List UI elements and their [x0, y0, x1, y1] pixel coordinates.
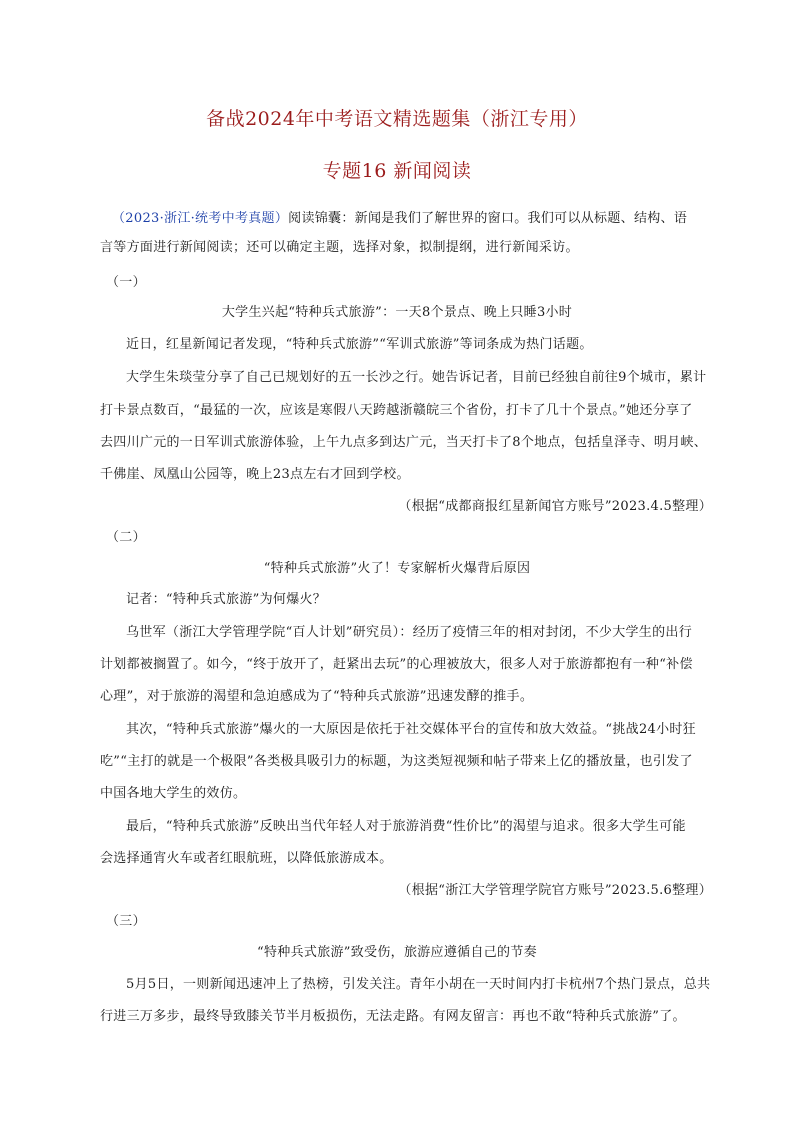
section-label-1: （一） — [106, 275, 146, 290]
citation-2: （根据“浙江大学管理学院官方账号”2023.5.6整理） — [398, 883, 712, 898]
paragraph: 打卡景点数百，“最猛的一次，应该是寒假八天跨越浙赣皖三个省份，打卡了几十个景点。”她还分享了 — [100, 403, 693, 418]
document-subtitle: 专题16 新闻阅读 — [322, 160, 472, 182]
paragraph: 心理”，对于旅游的渴望和急迫感成为了“特种兵式旅游”迅速发酵的推手。 — [100, 689, 534, 704]
paragraph: 近日，红星新闻记者发现，“特种兵式旅游”“军训式旅游”等词条成为热门话题。 — [126, 337, 593, 352]
paragraph: 最后，“特种兵式旅游”反映出当代年轻人对于旅游消费“性价比”的渴望与追求。很多大学生可能 — [126, 819, 686, 834]
paragraph: 中国各地大学生的效仿。 — [100, 786, 247, 801]
paragraph: 去四川广元的一日军训式旅游体验，上午九点多到达广元，当天打卡了8个地点，包括皇泽寺、明月峡、 — [100, 435, 708, 450]
section-label-3: （三） — [106, 914, 146, 929]
document-title: 备战2024年中考语文精选题集（浙江专用） — [206, 108, 588, 130]
paragraph: 吃”“主打的就是一个极限”各类极具吸引力的标题，为这类短视频和帖子带来上亿的播放量，也引发了 — [100, 754, 693, 769]
paragraph: 记者：“特种兵式旅游”为何爆火？ — [126, 592, 327, 607]
intro-text: 阅读锦囊：新闻是我们了解世界的窗口。我们可以从标题、结构、语 — [288, 211, 688, 226]
intro-line-2: 言等方面进行新闻阅读；还可以确定主题，选择对象，拟制提纲，进行新闻采访。 — [100, 240, 579, 255]
paragraph: 千佛崖、凤凰山公园等，晚上23点左右才回到学校。 — [100, 467, 410, 482]
paragraph: 计划都被搁置了。如今，“终于放开了，赶紧出去玩”的心理被放大，很多人对于旅游都抱有一种“补偿 — [100, 657, 693, 672]
paragraph: 5月5日，一则新闻迅速冲上了热榜，引发关注。青年小胡在一天时间内打卡杭州7个热门景点，总共 — [126, 977, 711, 992]
news-headline-3: “特种兵式旅游”致受伤，旅游应遵循自己的节奏 — [257, 945, 537, 960]
news-headline-2: “特种兵式旅游”火了！专家解析火爆背后原因 — [263, 561, 531, 576]
citation-1: （根据“成都商报红星新闻官方账号”2023.4.5整理） — [398, 499, 712, 514]
news-headline-1: 大学生兴起“特种兵式旅游”：一天8个景点、晚上只睡3小时 — [221, 305, 573, 320]
paragraph: 乌世军（浙江大学管理学院“百人计划”研究员）：经历了疫情三年的相对封闭，不少大学生的出行 — [126, 625, 692, 640]
paragraph: 会选择通宵火车或者红眼航班，以降低旅游成本。 — [100, 851, 393, 866]
paragraph: 大学生朱琰莹分享了自己已规划好的五一长沙之行。她告诉记者，目前已经独自前往9个城市，累计 — [126, 370, 707, 385]
paragraph: 其次，“特种兵式旅游”爆火的一大原因是依托于社交媒体平台的宣传和放大效益。“挑战24小时狂 — [126, 722, 696, 737]
paragraph: 行进三万多步，最终导致膝关节半月板损伤，无法走路。有网友留言：再也不敢“特种兵式旅游”了。 — [100, 1009, 686, 1024]
intro-line-1 — [100, 211, 687, 227]
section-label-2: （二） — [106, 530, 146, 545]
intro-source: （2023·浙江·统考中考真题） — [112, 211, 289, 226]
